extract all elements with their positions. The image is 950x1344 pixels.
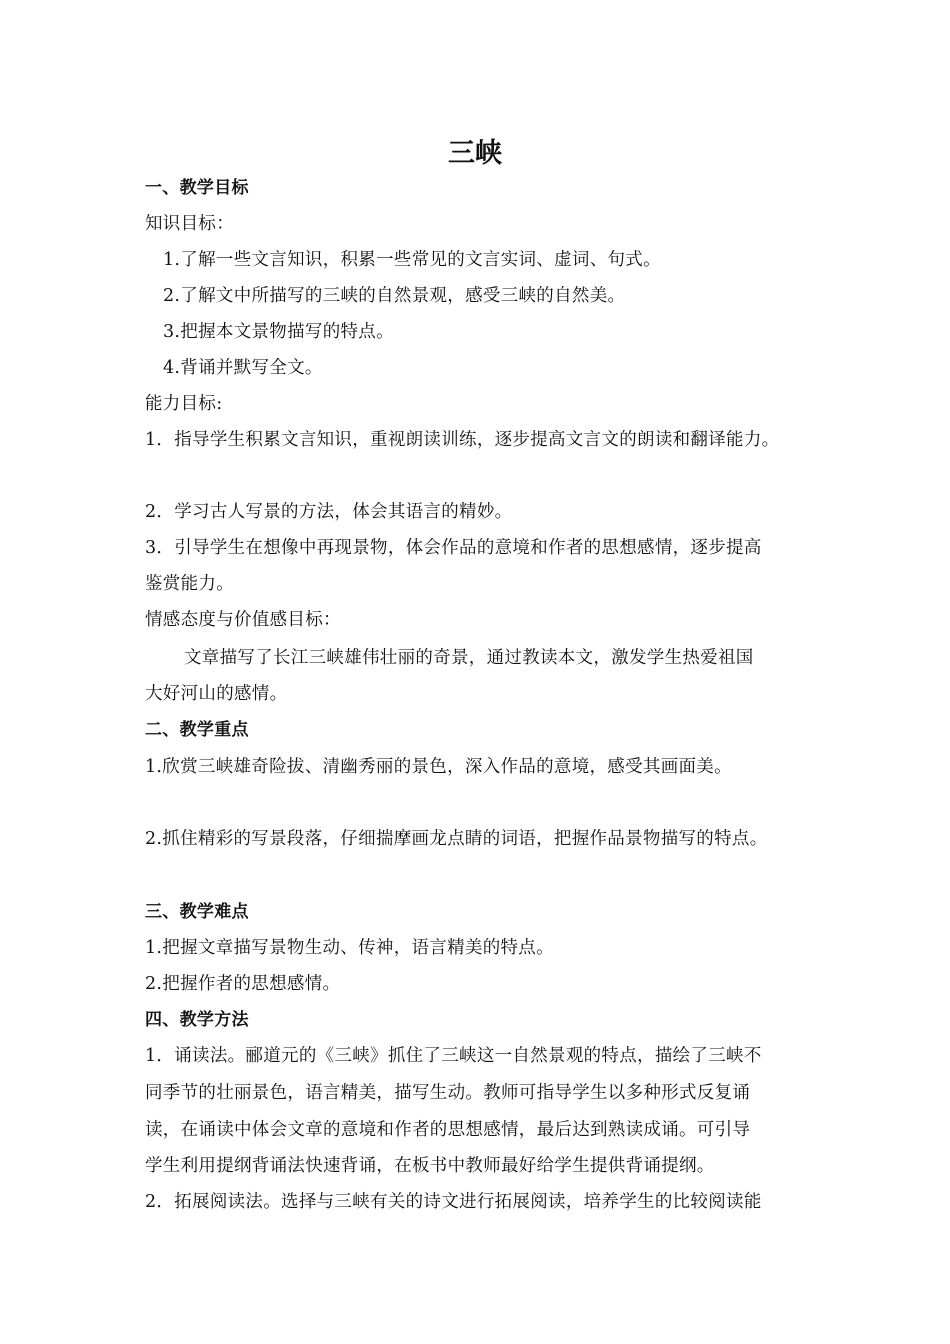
list-item: 1.欣赏三峡雄奇险拔、清幽秀丽的景色，深入作品的意境，感受其画面美。	[145, 757, 732, 777]
ability-label: 能力目标:	[145, 394, 223, 414]
list-item: 3.把握本文景物描写的特点。	[163, 322, 394, 342]
list-item: 1.了解一些文言知识，积累一些常见的文言实词、虚词、句式。	[163, 250, 661, 270]
list-item: 2.了解文中所描写的三峡的自然景观，感受三峡的自然美。	[163, 286, 626, 306]
knowledge-label: 知识目标：	[145, 214, 234, 234]
paragraph-line: 2．拓展阅读法。选择与三峡有关的诗文进行拓展阅读，培养学生的比较阅读能	[145, 1192, 762, 1212]
paragraph-line: 1．诵读法。郦道元的《三峡》抓住了三峡这一自然景观的特点，描绘了三峡不	[145, 1046, 762, 1066]
section-heading-methods: 四、教学方法	[145, 1010, 249, 1030]
paragraph-line: 学生利用提纲背诵法快速背诵，在板书中教师最好给学生提供背诵提纲。	[145, 1156, 715, 1176]
paragraph-line: 大好河山的感情。	[145, 684, 288, 704]
list-item: 4.背诵并默写全文。	[163, 358, 323, 378]
list-item: 2.把握作者的思想感情。	[145, 974, 341, 994]
list-item: 1．指导学生积累文言知识，重视朗读训练，逐步提高文言文的朗读和翻译能力。	[145, 430, 780, 450]
list-item-continuation: 鉴赏能力。	[145, 574, 234, 594]
paragraph-line: 文章描写了长江三峡雄伟壮丽的奇景，通过教读本文，激发学生热爱祖国	[184, 648, 754, 668]
list-item: 2.抓住精彩的写景段落，仔细揣摩画龙点睛的词语，把握作品景物描写的特点。	[145, 829, 768, 849]
list-item: 3．引导学生在想像中再现景物，体会作品的意境和作者的思想感情，逐步提高	[145, 538, 762, 558]
list-item: 1.把握文章描写景物生动、传神，语言精美的特点。	[145, 938, 554, 958]
document-title: 三峡	[448, 138, 502, 169]
list-item: 2．学习古人写景的方法，体会其语言的精妙。	[145, 502, 513, 522]
paragraph-line: 同季节的壮丽景色，语言精美，描写生动。教师可指导学生以多种形式反复诵	[145, 1083, 751, 1103]
emotion-label: 情感态度与价值感目标：	[145, 610, 341, 630]
section-heading-difficulties: 三、教学难点	[145, 902, 249, 922]
paragraph-line: 读，在诵读中体会文章的意境和作者的思想感情，最后达到熟读成诵。可引导	[145, 1120, 751, 1140]
section-heading-objectives: 一、教学目标	[145, 178, 249, 198]
section-heading-key-points: 二、教学重点	[145, 720, 249, 740]
